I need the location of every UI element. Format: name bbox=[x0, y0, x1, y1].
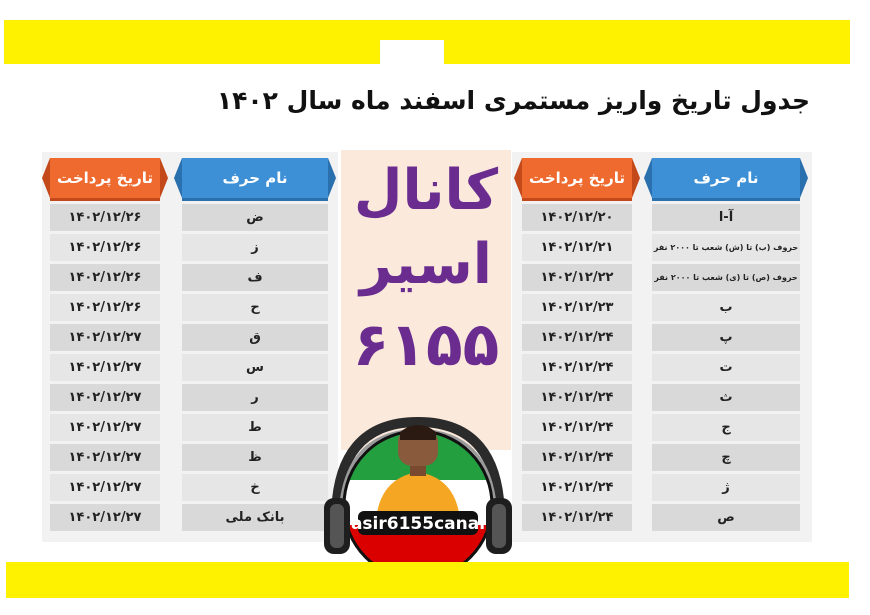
table-cell-letter: ج bbox=[652, 414, 800, 441]
table-cell-date: ۱۴۰۲/۱۲/۲۷ bbox=[50, 504, 160, 531]
table-cell-date: ۱۴۰۲/۱۲/۲۷ bbox=[50, 414, 160, 441]
left-letter-column bbox=[182, 204, 328, 534]
table-cell-date: ۱۴۰۲/۱۲/۲۰ bbox=[522, 204, 632, 231]
table-cell-date: ۱۴۰۲/۱۲/۲۴ bbox=[522, 324, 632, 351]
table-cell-letter: ر bbox=[182, 384, 328, 411]
table-cell-letter: ص bbox=[652, 504, 800, 531]
table-cell-date: ۱۴۰۲/۱۲/۲۴ bbox=[522, 444, 632, 471]
table-cell-letter: بانک ملی bbox=[182, 504, 328, 531]
right-letter-header: نام حرف bbox=[652, 158, 800, 201]
table-cell-letter: حروف (ب) تا (ش) شعب تا ۲۰۰۰ نفر bbox=[652, 234, 800, 261]
table-cell-date: ۱۴۰۲/۱۲/۲۶ bbox=[50, 204, 160, 231]
promo-line-number: ۶۱۵۵ bbox=[352, 310, 500, 380]
table-cell-date: ۱۴۰۲/۱۲/۲۶ bbox=[50, 264, 160, 291]
table-cell-date: ۱۴۰۲/۱۲/۲۷ bbox=[50, 444, 160, 471]
table-cell-letter: چ bbox=[652, 444, 800, 471]
left-date-header: تاریخ پرداخت bbox=[50, 158, 160, 201]
left-date-column bbox=[50, 204, 160, 534]
table-cell-date: ۱۴۰۲/۱۲/۲۷ bbox=[50, 384, 160, 411]
table-cell-letter: س bbox=[182, 354, 328, 381]
table-cell-letter: پ bbox=[652, 324, 800, 351]
right-date-column bbox=[522, 204, 632, 534]
table-cell-date: ۱۴۰۲/۱۲/۲۱ bbox=[522, 234, 632, 261]
table-cell-letter: آ-ا bbox=[652, 204, 800, 231]
table-cell-letter: ق bbox=[182, 324, 328, 351]
promo-line-channel: کانال bbox=[353, 158, 499, 223]
table-cell-letter: ز bbox=[182, 234, 328, 261]
left-letter-header: نام حرف bbox=[182, 158, 328, 201]
table-cell-date: ۱۴۰۲/۱۲/۲۲ bbox=[522, 264, 632, 291]
page-title: جدول تاریخ واریز مستمری اسفند ماه سال ۱۴۰۲ bbox=[216, 86, 810, 115]
table-cell-date: ۱۴۰۲/۱۲/۲۷ bbox=[50, 474, 160, 501]
top-band-notch bbox=[380, 40, 444, 64]
logo-text: asir6155canal bbox=[350, 514, 486, 534]
table-cell-letter: ث bbox=[652, 384, 800, 411]
table-cell-letter: ف bbox=[182, 264, 328, 291]
table-cell-letter: ض bbox=[182, 204, 328, 231]
promo-line-name: اسیر bbox=[360, 232, 492, 297]
table-cell-letter: ژ bbox=[652, 474, 800, 501]
table-cell-date: ۱۴۰۲/۱۲/۲۳ bbox=[522, 294, 632, 321]
table-cell-date: ۱۴۰۲/۱۲/۲۷ bbox=[50, 354, 160, 381]
table-cell-letter: ط bbox=[182, 414, 328, 441]
table-cell-letter: ح bbox=[182, 294, 328, 321]
table-cell-letter: خ bbox=[182, 474, 328, 501]
table-cell-date: ۱۴۰۲/۱۲/۲۴ bbox=[522, 504, 632, 531]
right-letter-column bbox=[652, 204, 800, 534]
table-cell-letter: ب bbox=[652, 294, 800, 321]
right-date-header: تاریخ پرداخت bbox=[522, 158, 632, 201]
table-cell-letter: حروف (ص) تا (ی) شعب تا ۲۰۰۰ نفر bbox=[652, 264, 800, 291]
table-cell-date: ۱۴۰۲/۱۲/۲۷ bbox=[50, 324, 160, 351]
table-cell-date: ۱۴۰۲/۱۲/۲۴ bbox=[522, 384, 632, 411]
table-cell-date: ۱۴۰۲/۱۲/۲۴ bbox=[522, 474, 632, 501]
table-cell-date: ۱۴۰۲/۱۲/۲۴ bbox=[522, 354, 632, 381]
table-cell-date: ۱۴۰۲/۱۲/۲۶ bbox=[50, 294, 160, 321]
table-cell-date: ۱۴۰۲/۱۲/۲۶ bbox=[50, 234, 160, 261]
table-cell-letter: ت bbox=[652, 354, 800, 381]
bottom-yellow-band bbox=[6, 562, 849, 598]
table-cell-letter: ظ bbox=[182, 444, 328, 471]
table-cell-date: ۱۴۰۲/۱۲/۲۴ bbox=[522, 414, 632, 441]
